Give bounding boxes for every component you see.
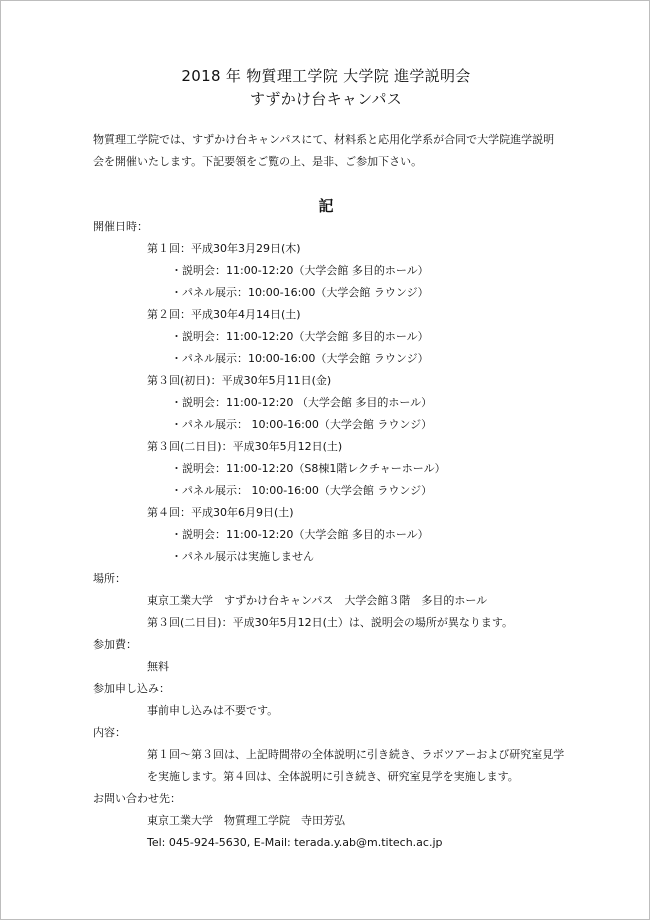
- document-subtitle: すずかけ台キャンパス: [249, 90, 403, 108]
- contact-heading: お問い合わせ先：: [93, 792, 181, 805]
- registration-value: 事前申し込みは不要です。: [147, 704, 279, 717]
- session-item: ・説明会：11:00-12:20（大学会館 多目的ホール）: [171, 264, 429, 277]
- document-title: 2018 年 物質理工学院 大学院 進学説明会: [181, 67, 471, 85]
- content-heading: 内容：: [93, 726, 126, 739]
- session-item: ・説明会：11:00-12:20（大学会館 多目的ホール）: [171, 330, 429, 343]
- session-item: ・パネル展示： 10:00-16:00（大学会館 ラウンジ）: [171, 418, 433, 431]
- session-label: 第３回(初日)：平成30年5月11日(金): [147, 374, 332, 387]
- ki-heading: 記: [318, 197, 334, 215]
- session-label: 第２回：平成30年4月14日(土): [147, 308, 301, 321]
- place-heading: 場所：: [93, 572, 126, 585]
- session-item: ・パネル展示：10:00-16:00（大学会館 ラウンジ）: [171, 286, 429, 299]
- session-item: ・パネル展示は実施しません: [171, 550, 314, 563]
- intro-line-1: 物質理工学院では、すずかけ台キャンパスにて、材料系と応用化学系が合同で大学院進学説明: [93, 133, 555, 146]
- place-line-2: 第３回(二日目)：平成30年5月12日(土）は、説明会の場所が異なります。: [147, 616, 513, 629]
- fee-value: 無料: [147, 660, 169, 673]
- session-item: ・パネル展示： 10:00-16:00（大学会館 ラウンジ）: [171, 484, 433, 497]
- place-line-1: 東京工業大学 すずかけ台キャンパス 大学会館３階 多目的ホール: [147, 594, 488, 607]
- content-line-2: を実施します。第４回は、全体説明に引き続き、研究室見学を実施します。: [147, 770, 519, 783]
- session-item: ・説明会：11:00-12:20（大学会館 多目的ホール）: [171, 528, 429, 541]
- content-line-1: 第１回〜第３回は、上記時間帯の全体説明に引き続き、ラボツアーおよび研究室見学: [147, 748, 565, 761]
- registration-heading: 参加申し込み：: [93, 682, 170, 695]
- session-label: 第１回：平成30年3月29日(木): [147, 242, 301, 255]
- intro-line-2: 会を開催いたします。下記要領をご覧の上、是非、ご参加下さい。: [93, 155, 423, 168]
- fee-heading: 参加費：: [93, 638, 137, 651]
- session-item: ・パネル展示：10:00-16:00（大学会館 ラウンジ）: [171, 352, 429, 365]
- session-label: 第３回(二日目)：平成30年5月12日(土): [147, 440, 343, 453]
- session-label: 第４回：平成30年6月9日(土): [147, 506, 294, 519]
- contact-line-2: Tel: 045-924-5630, E-Mail: terada.y.ab@m.titech.ac.jp: [147, 836, 443, 849]
- session-item: ・説明会：11:00-12:20（S8棟1階レクチャーホール）: [171, 462, 446, 475]
- session-item: ・説明会：11:00-12:20 （大学会館 多目的ホール）: [171, 396, 433, 409]
- contact-line-1: 東京工業大学 物質理工学院 寺田芳弘: [147, 814, 345, 827]
- schedule-heading: 開催日時：: [93, 220, 148, 233]
